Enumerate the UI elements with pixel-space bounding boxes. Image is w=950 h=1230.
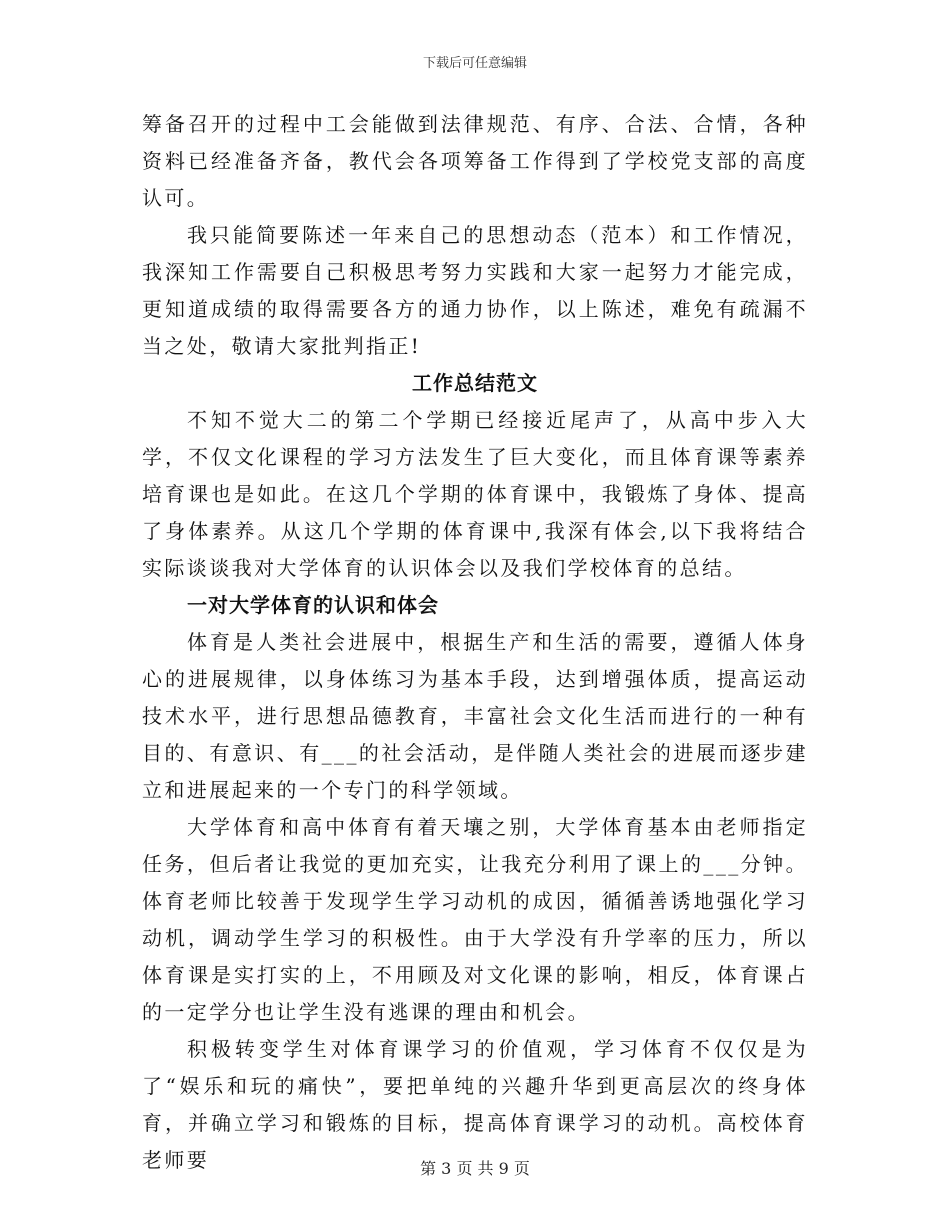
section-title: 工作总结范文 bbox=[412, 371, 538, 395]
paragraph-1: 筹备召开的过程中工会能做到法律规范、有序、合法、合情，各种资料已经准备齐备，教代会各项筹备工作得到了学校党支部的高度认可。 bbox=[142, 112, 808, 210]
paragraph-4: 体育是人类社会进展中，根据生产和生活的需要，遵循人体身心的进展规律，以身体练习为基本手段，达到增强体质，提高运动技术水平，进行思想品德教育，丰富社会文化生活而进行的一种有目的、有意识、有___的社会活动，是伴随人类社会的进展而逐步建立和进展起来的一个专门的科学领域。 bbox=[142, 630, 808, 802]
page-number: 第 3 页 共 9 页 bbox=[420, 1159, 530, 1178]
paragraph-3: 不知不觉大二的第二个学期已经接近尾声了，从高中步入大学，不仅文化课程的学习方法发生了巨大变化，而且体育课等素养培育课也是如此。在这几个学期的体育课中，我锻炼了身体、提高了身体素养。从这几个学期的体育课中,我深有体会,以下我将结合实际谈谈我对大学体育的认识体会以及我们学校体育的总结。 bbox=[142, 408, 808, 580]
paragraph-6: 积极转变学生对体育课学习的价值观，学习体育不仅仅是为了“娱乐和玩的痛快”，要把单纯的兴趣升华到更高层次的终身体育，并确立学习和锻炼的目标，提高体育课学习的动机。高校体育老师要 bbox=[142, 1037, 808, 1172]
paragraph-5: 大学体育和高中体育有着天壤之别，大学体育基本由老师指定任务，但后者让我觉的更加充实，让我充分利用了课上的___分钟。体育老师比较善于发现学生学习动机的成因，循循善诱地强化学习动机，调动学生学习的积极性。由于大学没有升学率的压力，所以体育课是实打实的上，不用顾及对文化课的影响，相反，体育课占的一定学分也让学生没有逃课的理由和机会。 bbox=[142, 815, 808, 1024]
header-note: 下载后可任意编辑 bbox=[422, 56, 527, 71]
subheading: 一对大学体育的认识和体会 bbox=[187, 593, 439, 617]
document-body bbox=[142, 106, 808, 1179]
paragraph-2: 我只能简要陈述一年来自己的思想动态（范本）和工作情况，我深知工作需要自己积极思考努力实践和大家一起努力才能完成，更知道成绩的取得需要各方的通力协作，以上陈述，难免有疏漏不当之处，敬请大家批判指正! bbox=[142, 223, 808, 358]
